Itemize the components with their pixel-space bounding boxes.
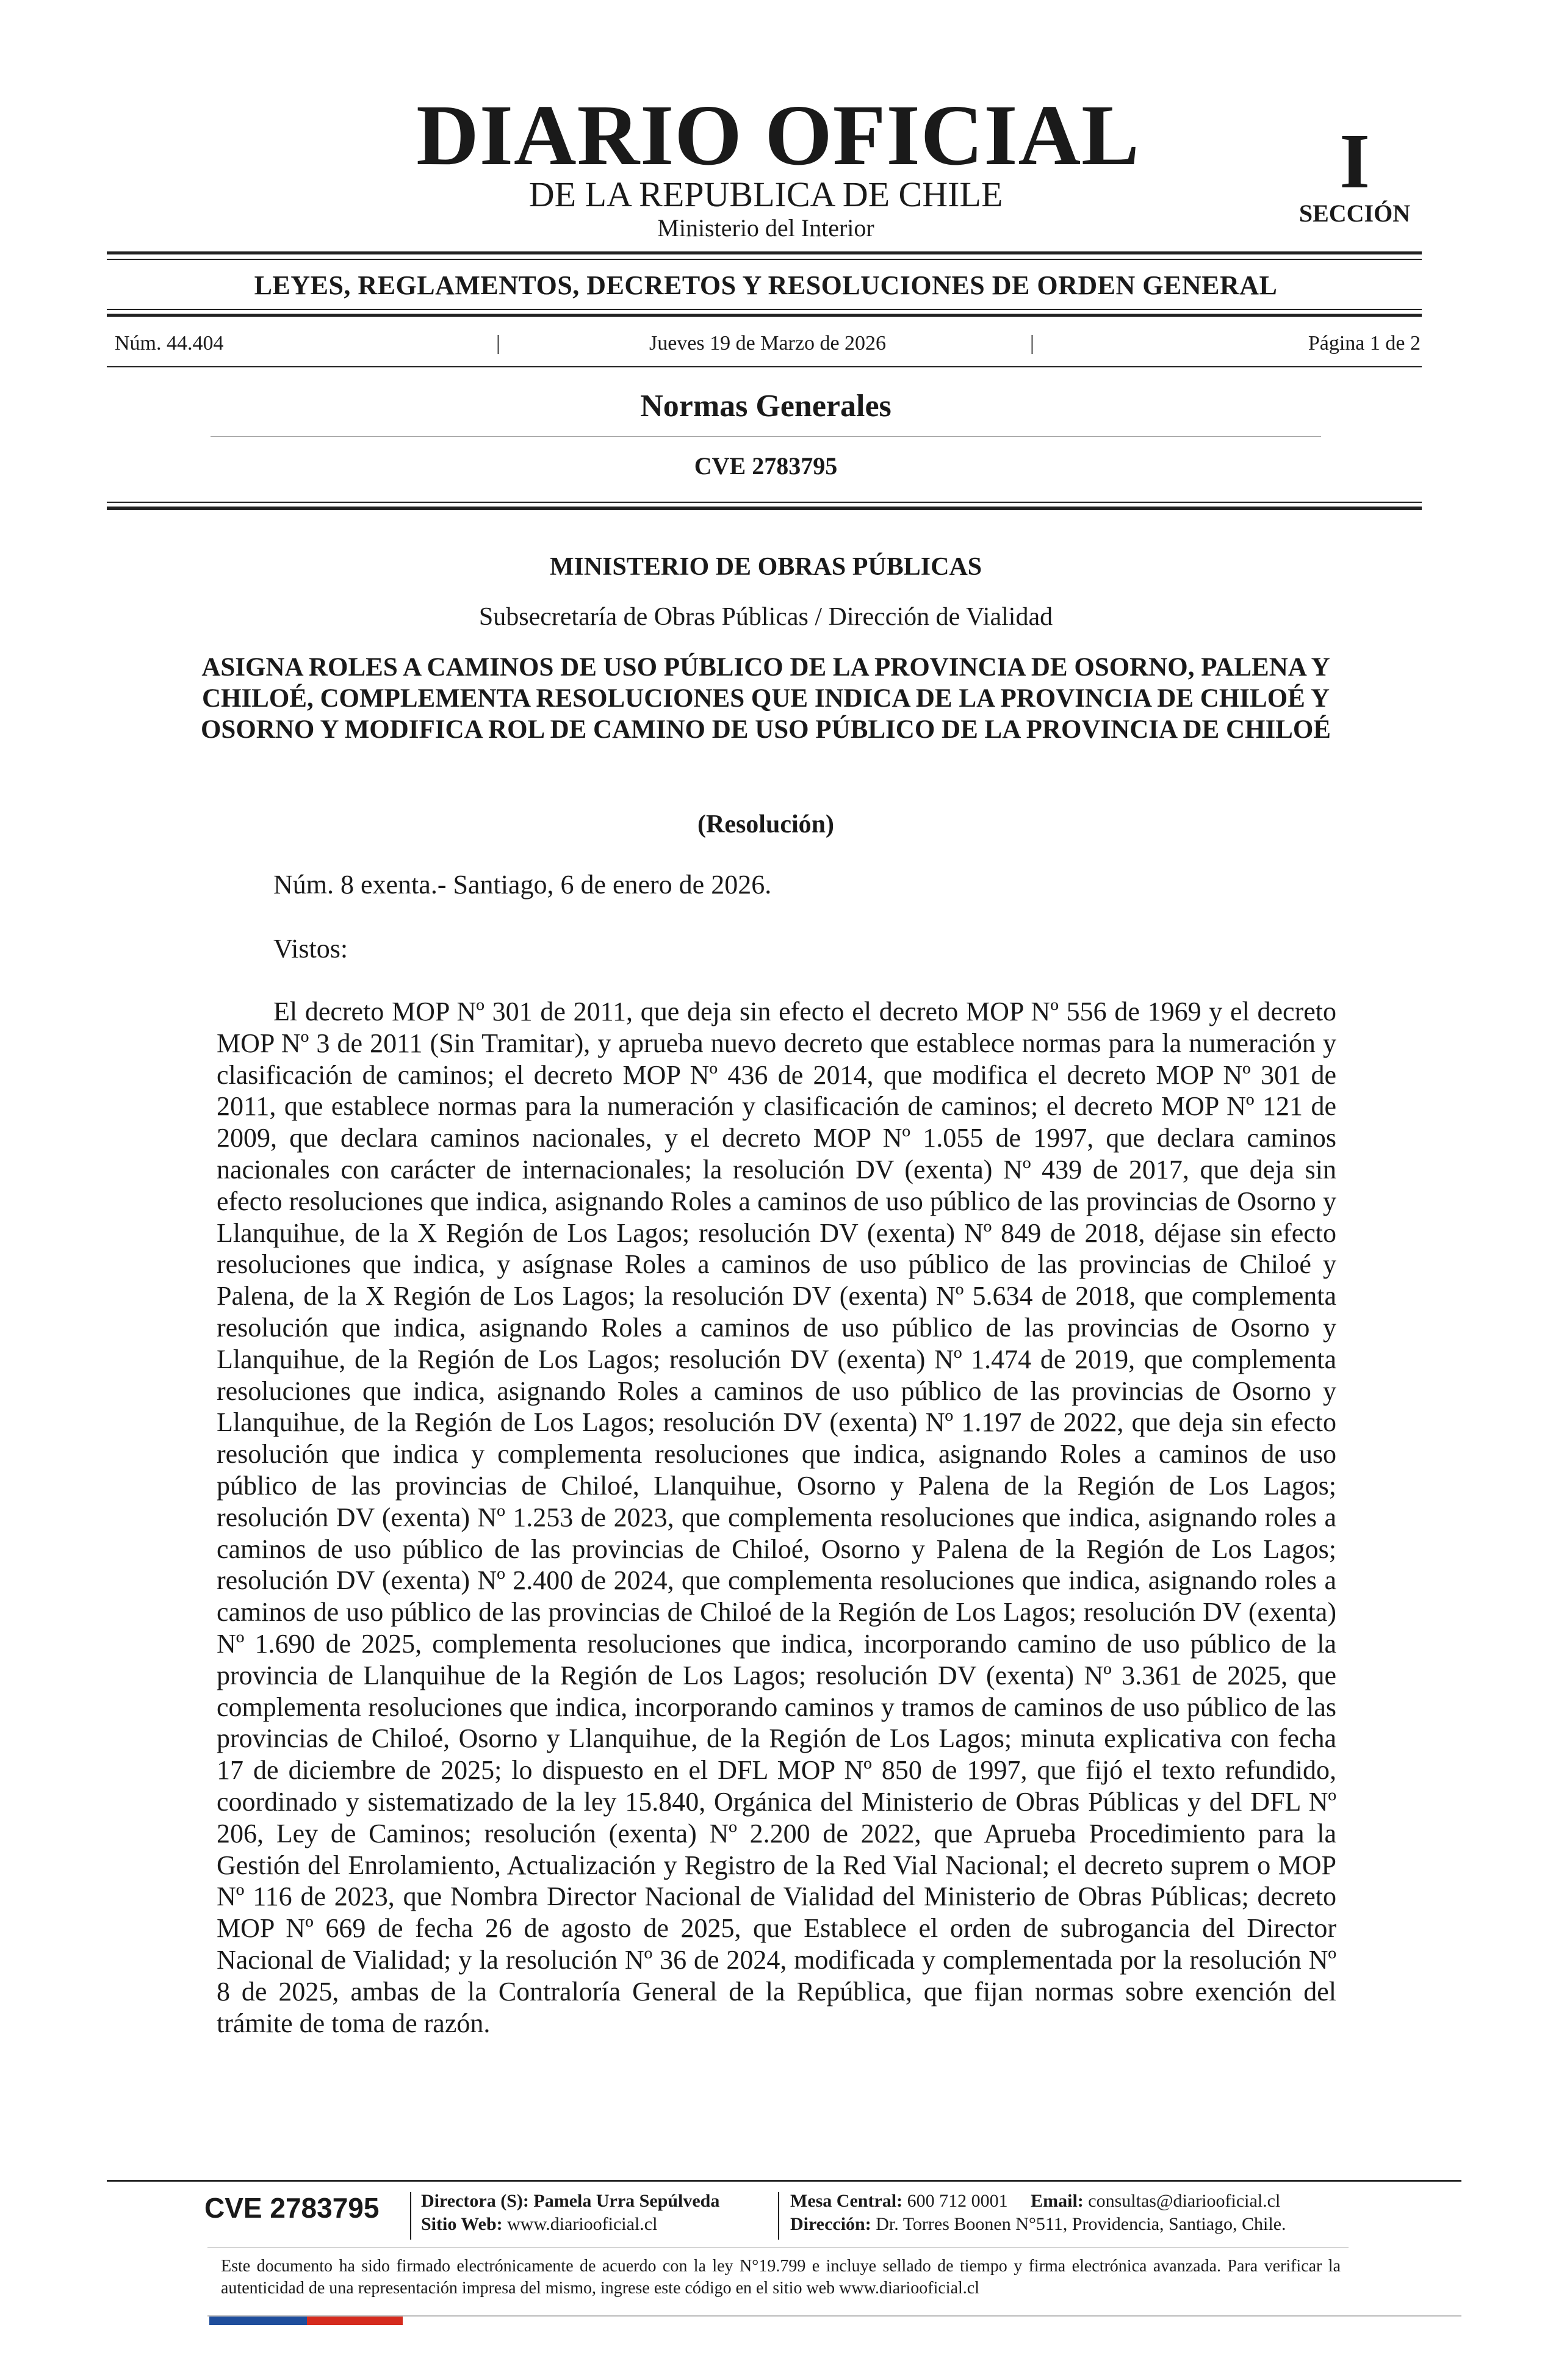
section-number: I (1339, 118, 1370, 204)
footer-rule (107, 2180, 1461, 2182)
footer-divider (778, 2192, 779, 2240)
vistos-label: Vistos: (273, 934, 348, 964)
flag-stripe-blue (209, 2317, 307, 2325)
ministry-name: MINISTERIO DE OBRAS PÚBLICAS (549, 553, 982, 581)
director-name: Pamela Urra Sepúlveda (533, 2191, 720, 2211)
footer-divider (410, 2192, 411, 2240)
issue-separator: | (1030, 332, 1034, 355)
footer-director-block (421, 2190, 719, 2236)
category-line: LEYES, REGLAMENTOS, DECRETOS Y RESOLUCIONES DE ORDEN GENERAL (254, 270, 1278, 300)
masthead-ministry: Ministerio del Interior (657, 214, 874, 242)
issue-rule (107, 366, 1422, 367)
address-label: Dirección: (790, 2214, 871, 2234)
resolution-number-line: Núm. 8 exenta.- Santiago, 6 de enero de 2026. (273, 870, 772, 900)
director-label: Directora (S): (421, 2191, 529, 2211)
issue-date: Jueves 19 de Marzo de 2026 (649, 332, 887, 355)
header-bottom-rule-thin (107, 502, 1422, 503)
footer-signature-note: Este documento ha sido firmado electrónicamente de acuerdo con la ley N°19.799 e incluye sellado de tiempo y firma electrónica avanzada. Para verificar la autenticidad de una representación impresa del mismo, ingrese este código en el sitio web www.diariooficial.cl (221, 2257, 1341, 2298)
masthead-rule-thin (107, 259, 1422, 260)
issue-separator: | (496, 332, 500, 355)
footer-cve-code: CVE 2783795 (204, 2192, 380, 2224)
resolution-title: ASIGNA ROLES A CAMINOS DE USO PÚBLICO DE LA PROVINCIA DE OSORNO, PALENA Y CHILOÉ, COMPLEMENTA RESOLUCIONES QUE INDICA DE LA PROVINCIA DE CHILOÉ Y OSORNO Y MODIFICA ROL DE CAMINO DE USO PÚBLICO DE LA PROVINCIA DE CHILOÉ (200, 653, 1331, 744)
issue-number: Núm. 44.404 (115, 332, 224, 355)
cve-code: CVE 2783795 (694, 452, 838, 480)
email-label: Email: (1031, 2191, 1084, 2211)
flag-stripe-red (307, 2317, 403, 2325)
header-bottom-rule-thick (107, 507, 1422, 510)
footer-contact-block (790, 2190, 1286, 2236)
phone-number: 600 712 0001 (907, 2191, 1008, 2211)
masthead-rule-thick (107, 251, 1422, 254)
website-label: Sitio Web: (421, 2214, 503, 2234)
website-link[interactable]: www.diariooficial.cl (507, 2214, 658, 2234)
subsecretaria: Subsecretaría de Obras Públicas / Dirección de Vialidad (478, 603, 1053, 631)
masthead-title: DIARIO OFICIAL (416, 87, 1140, 183)
issue-page: Página 1 de 2 (1308, 332, 1421, 355)
masthead-subtitle: DE LA REPUBLICA DE CHILE (528, 175, 1003, 214)
resolution-type-label: (Resolución) (697, 810, 834, 838)
vistos-paragraph: El decreto MOP Nº 301 de 2011, que deja sin efecto el decreto MOP Nº 556 de 1969 y el decreto MOP Nº 3 de 2011 (Sin Tramitar), y aprueba nuevo decreto que establece normas para la numeración y clasificación de caminos; el decreto MOP Nº 436 de 2014, que modifica el decreto MOP Nº 301 de 2011, que establece normas para la numeración y clasificación de caminos; el decreto MOP Nº 121 de 2009, que declara caminos nacionales, y el decreto MOP Nº 1.055 de 1997, que declara caminos nacionales con carácter de internacionales; la resolución DV (exenta) Nº 439 de 2017, que deja sin efecto resoluciones que indica, asignando Roles a caminos de uso público de las provincias de Osorno y Llanquihue, de la X Región de Los Lagos; resolución DV (exenta) Nº 849 de 2018, déjase sin efecto resoluciones que indica, y asígnase Roles a caminos de uso público de las provincias de Chiloé y Palena, de la X Región de Los Lagos; la resolución DV (exenta) Nº 5.634 de 2018, que complementa resolución que indica, asignando Roles a caminos de uso público de las provincias de Osorno y Llanquihue, de la Región de Los Lagos; resolución DV (exenta) Nº 1.474 de 2019, que complementa resoluciones que indica, asignando Roles a caminos de uso público de las provincias de Osorno y Llanquihue, de la Región de Los Lagos; resolución DV (exenta) Nº 1.197 de 2022, que deja sin efecto resolución que indica y complementa resoluciones que indica, asignando Roles a caminos de uso público de las provincias de Chiloé, Llanquihue, Osorno y Palena de la Región de Los Lagos; resolución DV (exenta) Nº 1.253 de 2023, que complementa resoluciones que indica, asignando roles a caminos de uso público de las provincias de Chiloé, Osorno y Palena de la Región de Los Lagos; resolución DV (exenta) Nº 2.400 de 2024, que complementa resoluciones que indica, asignando roles a caminos de uso público de las provincias de Chiloé de la Región de Los Lagos; resolución DV (exenta) Nº 1.690 de 2025, complementa resoluciones que indica, incorporando camino de uso público de la provincia de Llanquihue de la Región de Los Lagos; resolución DV (exenta) Nº 3.361 de 2025, que complementa resoluciones que indica, incorporando caminos y tramos de caminos de uso público de las provincias de Chiloé, Osorno y Llanquihue, de la Región de Los Lagos; minuta explicativa con fecha 17 de diciembre de 2025; lo dispuesto en el DFL MOP Nº 850 de 1997, que fijó el texto refundido, coordinado y sistematizado de la ley 15.840, Orgánica del Ministerio de Obras Públicas y del DFL Nº 206, Ley de Caminos; resolución (exenta) Nº 2.200 de 2022, que Aprueba Procedimiento para la Gestión del Enrolamiento, Actualización y Registro de la Red Vial Nacional; el decreto suprem o MOP Nº 116 de 2023, que Nombra Director Nacional de Vialidad del Ministerio de Obras Públicas; decreto MOP Nº 669 de fecha 26 de agosto de 2025, que Establece el orden de subrogancia del Director Nacional de Vialidad; y la resolución Nº 36 de 2024, modificada y complementada por la resolución Nº 8 de 2025, ambas de la Contraloría General de la República, que fijan normas sobre exención del trámite de toma de razón. (217, 997, 1336, 2038)
section-heading: Normas Generales (640, 389, 891, 424)
email-link[interactable]: consultas@diariooficial.cl (1088, 2191, 1281, 2211)
section-label: SECCIÓN (1298, 200, 1411, 227)
address-text: Dr. Torres Boonen N°511, Providencia, Santiago, Chile. (876, 2214, 1286, 2234)
category-rule-thick (107, 314, 1422, 317)
section-heading-rule (211, 436, 1321, 437)
category-rule-thin (107, 309, 1422, 310)
phone-label: Mesa Central: (790, 2191, 903, 2211)
